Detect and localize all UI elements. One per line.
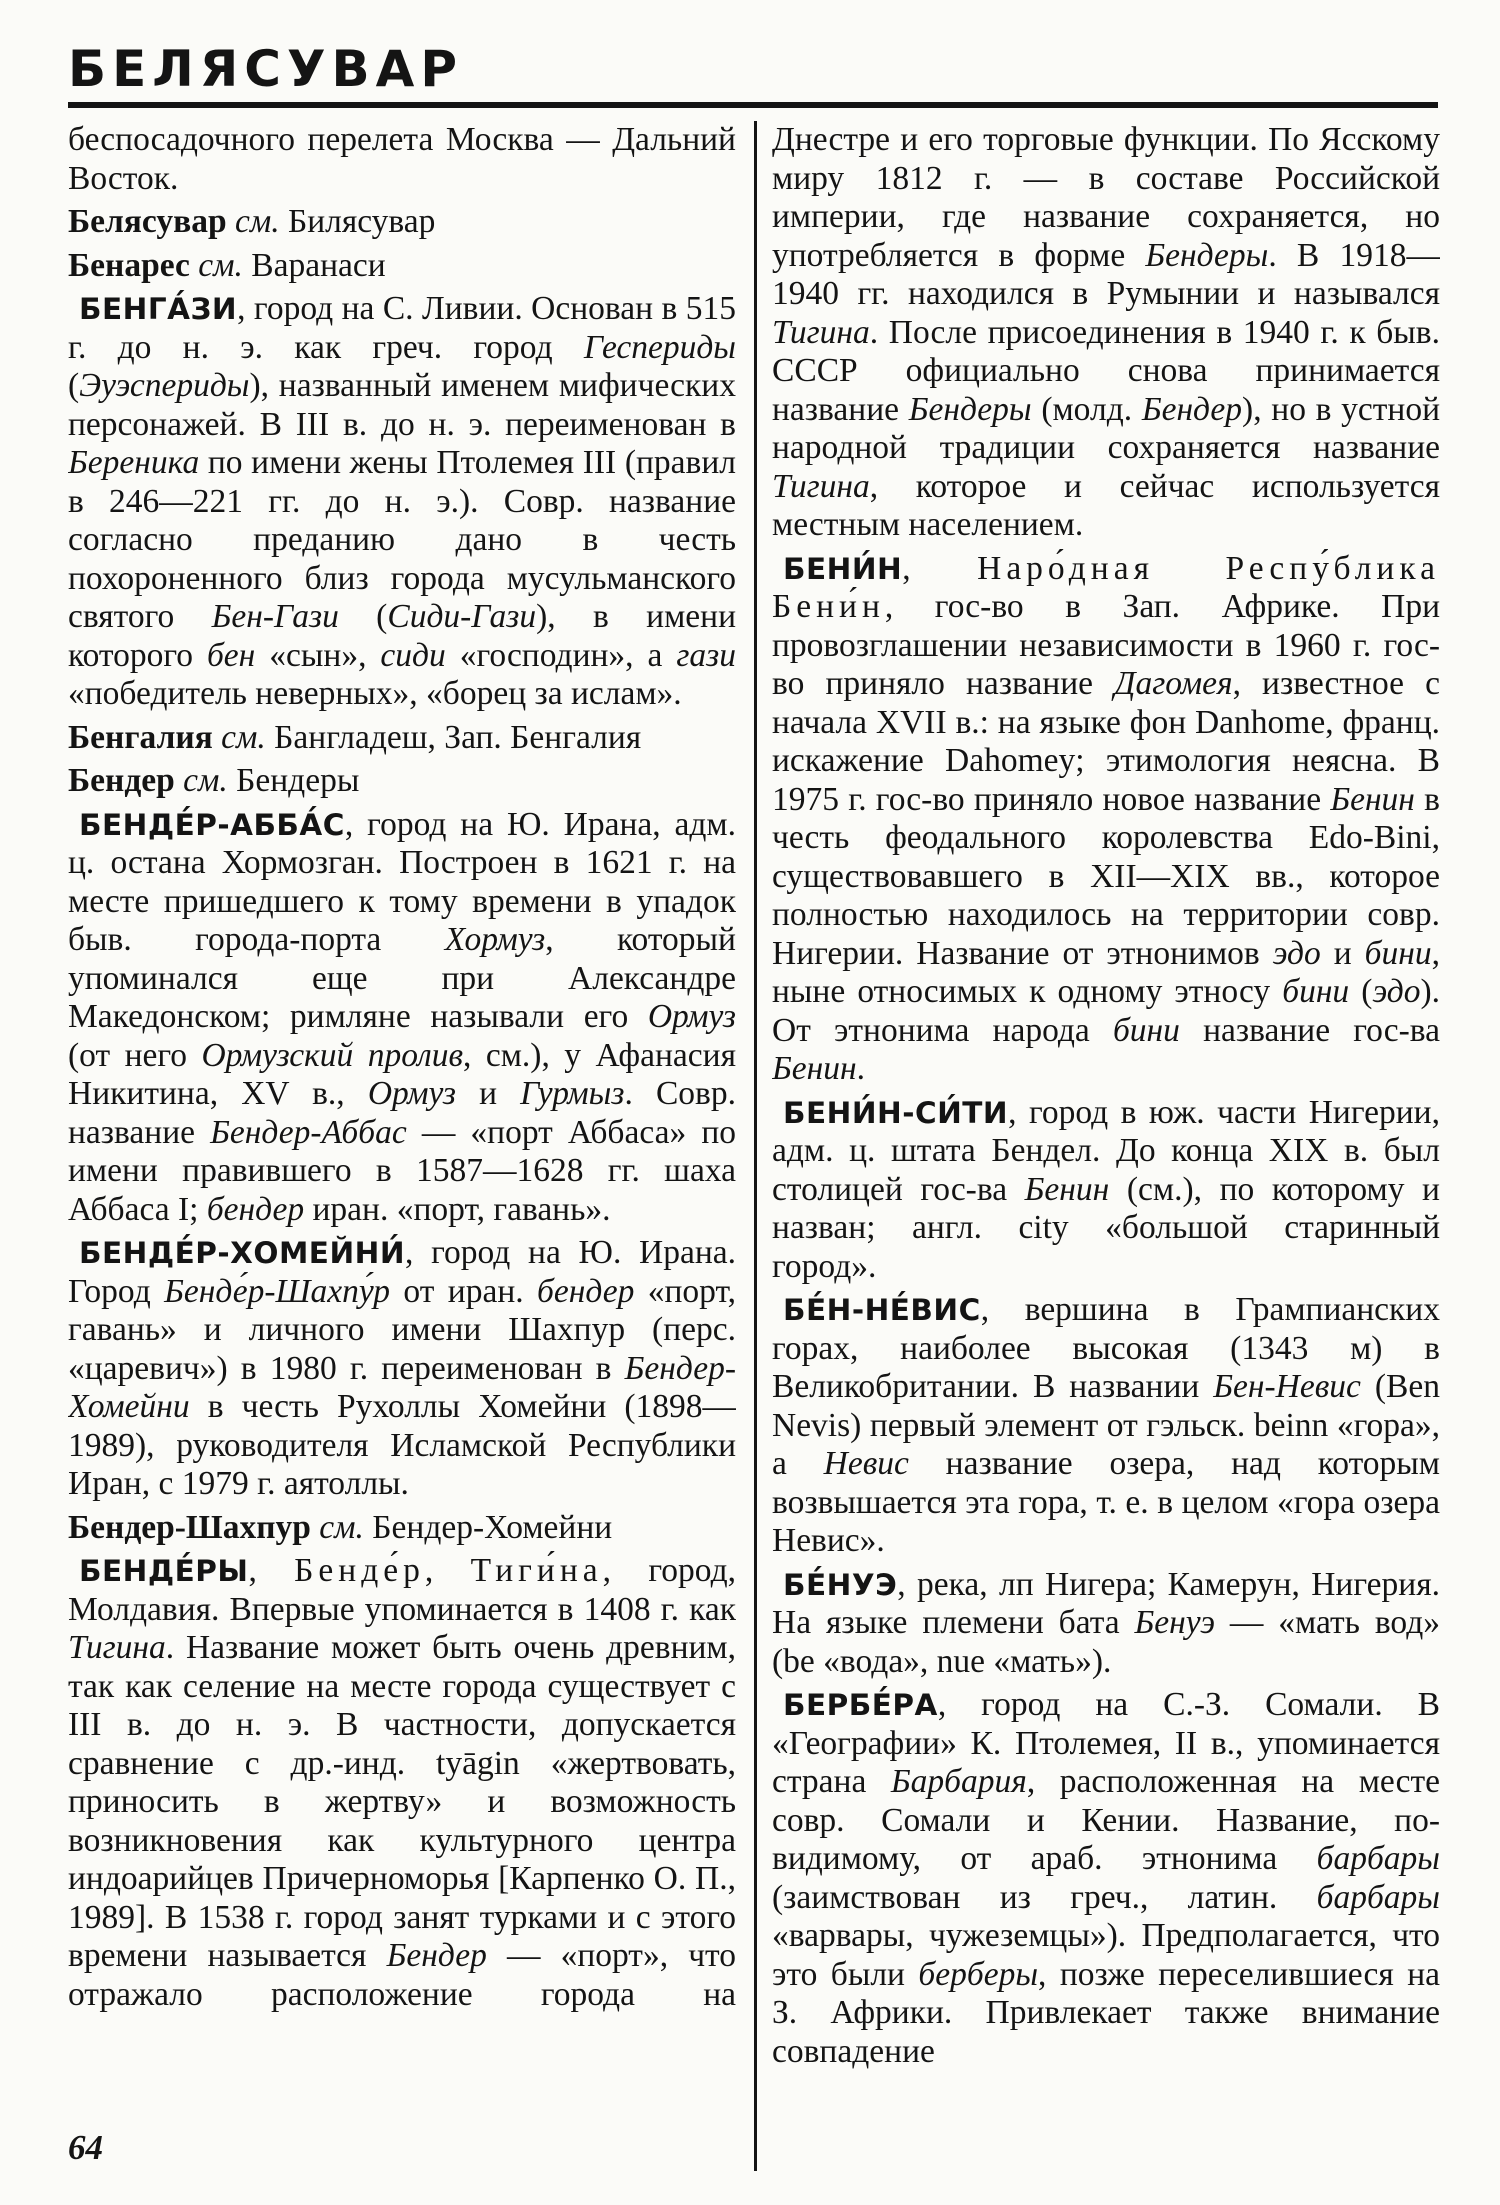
- headword: БЕРБЕ́РА: [783, 1688, 938, 1722]
- entry-bender-abbas: БЕНДЕ́Р-АББА́С, город на Ю. Ирана, адм. ц. остана Хормозган. Построен в 1621 г. на месте пришедшего к тому времени в упадок быв. города-порта Хормуз, который упоминался еще при Александре Македонском; римляне называли его Ормуз (от него Ормузский пролив, см.), у Афанасия Никитина, XV в., Ормуз и Гурмыз. Совр. название Бендер-Аббас — «порт Аббаса» по имени правившего в 1587—1628 гг. шаха Аббаса I; бендер иран. «порт, гавань».: [68, 805, 736, 1228]
- xref-bender: Бендер см. Бендеры: [68, 762, 360, 799]
- headword: БЕ́НУЭ: [783, 1567, 898, 1602]
- column-divider: [754, 121, 757, 2171]
- entry-bendery: БЕНДЕ́РЫ, Бенде́р, Тиги́на, город, Молдавия. Впервые упоминается в 1408 г. как Тигина. Название может быть очень древним, так как селение на месте города существует с III в. до н. э. В частности, допускается сравнение с др.-инд. tyāgin «жертвовать, приносить в жертву» и возможность возникновения как культурного центра индоарийцев Причерноморья [Карпенко О. П., 1989]. В 1538 г. город занят турками и с этого времени называется Бендер — «порт», что отражало расположение города на: [68, 1552, 736, 2013]
- xref-bengaliya: Бенгалия см. Бангладеш, Зап. Бенгалия: [68, 718, 642, 756]
- entry-benin: БЕНИ́Н, Наро́дная Респу́блика Бени́н, гос-во в Зап. Африке. При провозглашении независимости в 1960 г. гос-во приняло название Дагомея, известное с начала XVII в.: на языке фон Danhome, франц. искажение Dahomey; этимология неясна. В 1975 г. гос-во приняло новое название Бенин в честь феодального королевства Edo-Bini, существовавшего в XII—XIX вв., которое полностью находилось на территории совр. Нигерии. Название от этнонимов эдо и бини, ныне относимых к одному этносу бини (эдо). От этнонима народа бини название гос-ва Бенин.: [772, 549, 1440, 1087]
- headword: БЕНГА́ЗИ: [79, 292, 238, 326]
- entry-ben-nevis: БЕ́Н-НЕ́ВИС, вершина в Грампианских горах, наиболее высокая (1343 м) в Великобритании. В названии Бен-Невис (Ben Nevis) первый элемент от гэльск. beinn «гора», а Невис название озера, над которым возвышается эта гора, т. е. в целом «гора озера Невис».: [772, 1291, 1440, 1559]
- entry-bendery-continued: Днестре и его торговые функции. По Ясскому миру 1812 г. — в составе Российской империи, где название сохраняется, но употребляется в форме Бендеры. В 1918—1940 гг. находился в Румынии и назывался Тигина. После присоединения в 1940 г. к быв. СССР официально снова принимается название Бендеры (молд. Бендер), но в устной народной традиции сохраняется название Тигина, которое и сейчас используется местным населением.: [772, 121, 1440, 543]
- headword: БЕНДЕ́Р-АББА́С: [79, 807, 345, 842]
- running-header: [68, 40, 1438, 108]
- entry-bengazi: БЕНГА́ЗИ, город на С. Ливии. Основан в 515 г. до н. э. как греч. город Геспериды (Эуэспериды), названный именем мифических персонажей. В III в. до н. э. переименован в Береника по имени жены Птолемея III (правил в 246—221 гг. до н. э.). Совр. название согласно преданию дано в честь похороненного близ города мусульманского святого Бен-Гази (Сиди-Гази), в имени которого бен «сын», сиди «господин», а гази «победитель неверных», «борец за ислам».: [68, 290, 736, 712]
- header-title: БЕЛЯСУВАР: [68, 40, 463, 98]
- left-column: [68, 121, 736, 2121]
- page-number: 64: [68, 2128, 103, 2167]
- right-column: [772, 121, 1440, 2176]
- xref-bender-shakhpur: Бендер-Шахпур см. Бендер-Хомейни: [68, 1508, 613, 1546]
- entry-benue: БЕ́НУЭ, река, лп Нигера; Камерун, Нигерия. На языке племени бата Бенуэ — «мать вод» (be «вода», nue «мать»).: [772, 1565, 1440, 1680]
- headword: БЕНИ́Н: [783, 551, 903, 586]
- headword: БЕ́Н-НЕ́ВИС: [783, 1293, 981, 1327]
- entry-bender-khomeini: БЕНДЕ́Р-ХОМЕЙНИ́, город на Ю. Ирана. Город Бенде́р-Шахпу́р от иран. бендер «порт, гавань» и личного имени Шахпур (перс. «царевич») в 1980 г. переименован в Бендер-Хомейни в честь Рухоллы Хомейни (1898—1989), руководителя Исламской Республики Иран, с 1979 г. аятоллы.: [68, 1234, 736, 1502]
- headword: БЕНДЕ́Р-ХОМЕЙНИ́: [79, 1236, 406, 1270]
- headword: БЕНИ́Н-СИ́ТИ: [783, 1095, 1009, 1130]
- entry-benin-city: БЕНИ́Н-СИ́ТИ, город в юж. части Нигерии, адм. ц. штата Бендел. До конца XIX в. был столицей гос-ва Бенин (см.), по которому и назван; англ. city «большой старинный город».: [772, 1093, 1440, 1285]
- headword: БЕНДЕ́РЫ: [79, 1554, 249, 1588]
- entry-continuation: беспосадочного перелета Москва — Дальний Восток.: [68, 121, 736, 197]
- xref-belyasuvar: Белясувар см. Билясувар: [68, 203, 436, 240]
- xref-benares: Бенарес см. Варанаси: [68, 246, 386, 284]
- entry-berbera: БЕРБЕ́РА, город на С.-З. Сомали. В «Географии» К. Птолемея, II в., упоминается страна Барбария, расположенная на месте совр. Сомали и Кении. Название, по-видимому, от араб. этнонима барбары (заимствован из греч., латин. барбары «варвары, чужеземцы»). Предполагается, что это были берберы, позже переселившиеся на З. Африки. Привлекает также внимание совпадение: [772, 1686, 1440, 2070]
